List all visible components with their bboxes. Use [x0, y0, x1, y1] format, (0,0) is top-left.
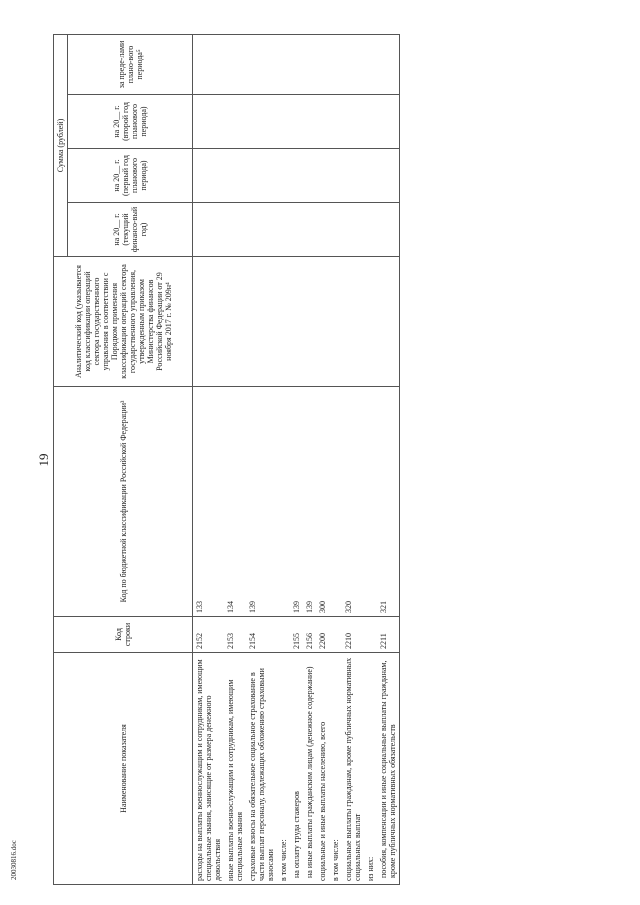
row-sum-cell [277, 149, 290, 203]
header-sum-group: Сумма (рублей) [54, 34, 68, 256]
row-budget-code-cell: 320 [342, 387, 364, 617]
row-analytic-code-cell [246, 257, 277, 387]
row-sum-cell [224, 95, 246, 149]
row-sum-cell [342, 149, 364, 203]
row-sum-cell [377, 149, 400, 203]
row-line-code-cell: 2152 [193, 617, 225, 653]
row-sum-cell [224, 149, 246, 203]
row-line-code-cell [364, 617, 377, 653]
row-sum-cell [342, 95, 364, 149]
row-line-code-cell [277, 617, 290, 653]
row-sum-cell [303, 95, 316, 149]
row-sum-cell [303, 34, 316, 94]
row-analytic-code-cell [224, 257, 246, 387]
table-row [277, 34, 290, 884]
table-row [246, 34, 277, 884]
row-sum-cell [364, 95, 377, 149]
row-name-cell: на иные выплаты гражданским лицам (денежное содержание) [303, 653, 316, 885]
row-analytic-code-cell [303, 257, 316, 387]
row-sum-cell [193, 34, 225, 94]
row-name-cell: иные выплаты военнослужащим и сотрудникам, имеющим специальные звания [224, 653, 246, 885]
row-line-code-cell [329, 617, 342, 653]
header-analytic-code: Аналитический код (указывается код классификации операций сектора государственного управления в соответствии с Порядком применения классификации операций сектора государственного управления, утвержденным приказом Министерства финансов Российской Федерации от 29 ноября 2017 г. № 209н⁴ [54, 257, 193, 387]
row-sum-cell [316, 34, 329, 94]
row-budget-code-cell: 139 [303, 387, 316, 617]
header-year-3: на 20__ г. (второй год планового периода) [68, 95, 193, 149]
page-number: 19 [36, 453, 51, 467]
row-name-cell: социальные и иные выплаты населению, всего [316, 653, 329, 885]
row-sum-cell [246, 95, 277, 149]
row-line-code-cell: 2200 [316, 617, 329, 653]
row-sum-cell [377, 95, 400, 149]
row-analytic-code-cell [316, 257, 329, 387]
row-budget-code-cell: 321 [377, 387, 400, 617]
row-sum-cell [246, 203, 277, 257]
row-sum-cell [316, 95, 329, 149]
row-line-code-cell: 2156 [303, 617, 316, 653]
row-name-cell: пособия, компенсации и иные социальные выплаты гражданам, кроме публичных нормативных обязательств [377, 653, 400, 885]
row-analytic-code-cell [277, 257, 290, 387]
table-row [316, 34, 329, 884]
row-sum-cell [329, 95, 342, 149]
row-line-code-cell: 2155 [290, 617, 303, 653]
row-budget-code-cell: 139 [246, 387, 277, 617]
header-name: Наименование показателя [54, 653, 193, 885]
row-sum-cell [342, 34, 364, 94]
row-sum-cell [193, 149, 225, 203]
row-analytic-code-cell [329, 257, 342, 387]
row-name-cell: на оплату труда стажеров [290, 653, 303, 885]
budget-table [53, 34, 400, 885]
row-name-cell: социальные выплаты гражданам, кроме публичных нормативных социальных выплат [342, 653, 364, 885]
row-line-code-cell: 2153 [224, 617, 246, 653]
row-sum-cell [246, 34, 277, 94]
row-sum-cell [290, 95, 303, 149]
header-budget-code: Код по бюджетной классификации Российской Федерации³ [54, 387, 193, 617]
row-sum-cell [329, 149, 342, 203]
row-line-code-cell: 2211 [377, 617, 400, 653]
row-sum-cell [342, 203, 364, 257]
row-budget-code-cell: 139 [290, 387, 303, 617]
row-sum-cell [316, 203, 329, 257]
table-row [364, 34, 377, 884]
row-sum-cell [224, 203, 246, 257]
row-name-cell: в том числе: [277, 653, 290, 885]
row-sum-cell [329, 34, 342, 94]
row-sum-cell [193, 95, 225, 149]
row-line-code-cell: 2210 [342, 617, 364, 653]
table-row [377, 34, 400, 884]
row-budget-code-cell: 300 [316, 387, 329, 617]
row-analytic-code-cell [290, 257, 303, 387]
table-row [329, 34, 342, 884]
header-year-2: на 20__ г. (первый год планового периода) [68, 149, 193, 203]
table-header-row-1 [54, 34, 68, 884]
row-sum-cell [193, 203, 225, 257]
row-sum-cell [246, 149, 277, 203]
row-sum-cell [303, 203, 316, 257]
row-sum-cell [377, 34, 400, 94]
row-name-cell: страховые взносы на обязательное социальное страхование в части выплат персоналу, подлежащих обложению страховыми взносами [246, 653, 277, 885]
table-row [290, 34, 303, 884]
header-beyond: за преде-лами плано-вого периода⁵ [68, 34, 193, 94]
row-sum-cell [364, 149, 377, 203]
row-analytic-code-cell [342, 257, 364, 387]
row-budget-code-cell: 134 [224, 387, 246, 617]
row-sum-cell [277, 95, 290, 149]
row-sum-cell [290, 203, 303, 257]
row-budget-code-cell [364, 387, 377, 617]
row-analytic-code-cell [193, 257, 225, 387]
row-budget-code-cell [329, 387, 342, 617]
footer-filename: 20030816.doc [10, 840, 18, 880]
row-sum-cell [303, 149, 316, 203]
row-name-cell: из них: [364, 653, 377, 885]
row-sum-cell [277, 34, 290, 94]
row-sum-cell [316, 149, 329, 203]
row-line-code-cell: 2154 [246, 617, 277, 653]
header-line-code: Код строки [54, 617, 193, 653]
row-sum-cell [290, 34, 303, 94]
row-budget-code-cell [277, 387, 290, 617]
row-budget-code-cell: 133 [193, 387, 225, 617]
table-row [224, 34, 246, 884]
row-sum-cell [224, 34, 246, 94]
row-name-cell: в том числе: [329, 653, 342, 885]
table-row [303, 34, 316, 884]
row-sum-cell [329, 203, 342, 257]
row-sum-cell [277, 203, 290, 257]
row-name-cell: расходы на выплаты военнослужащим и сотрудникам, имеющим специальные звания, зависящие от размера денежного довольствия [193, 653, 225, 885]
rotated-page-content [30, 35, 625, 885]
table-row [342, 34, 364, 884]
row-sum-cell [364, 203, 377, 257]
row-sum-cell [377, 203, 400, 257]
row-analytic-code-cell [377, 257, 400, 387]
row-sum-cell [290, 149, 303, 203]
row-analytic-code-cell [364, 257, 377, 387]
table-row [193, 34, 225, 884]
row-sum-cell [364, 34, 377, 94]
header-year-1: на 20__ г. (текущий финансо-вый год) [68, 203, 193, 257]
